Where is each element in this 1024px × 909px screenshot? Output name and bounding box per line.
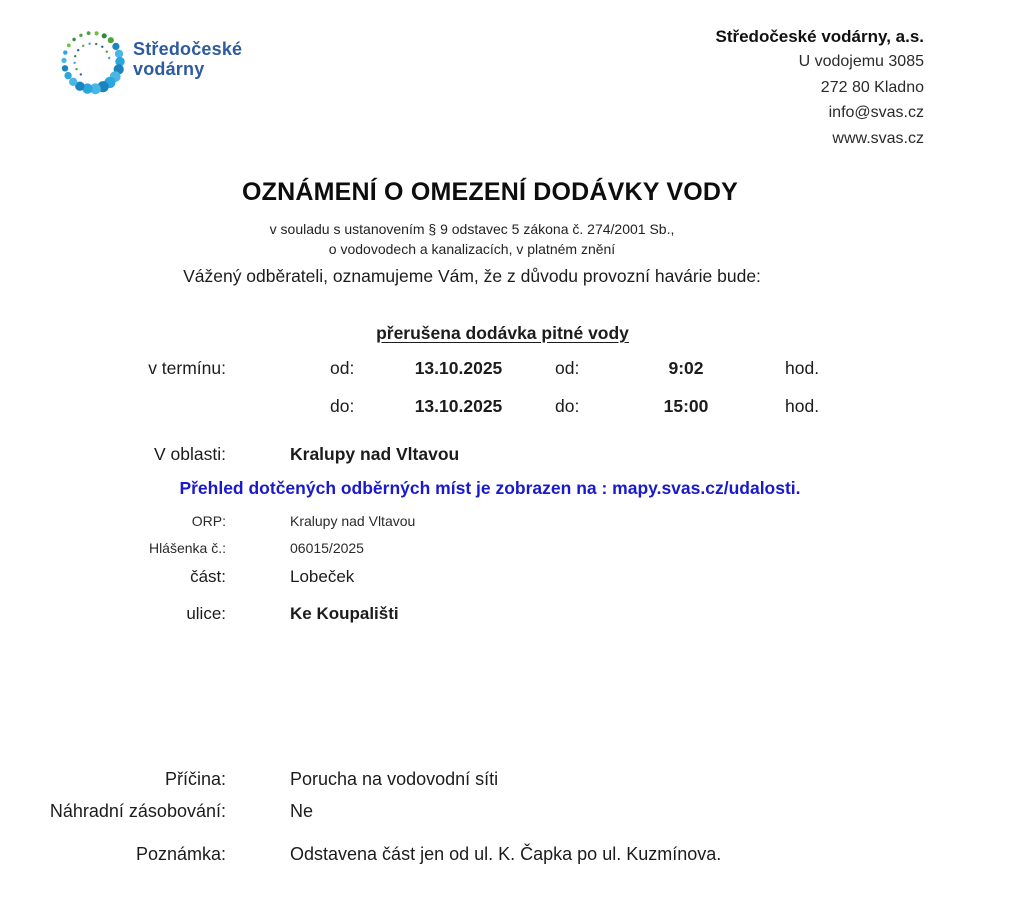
interruption-heading: přerušena dodávka pitné vody (376, 323, 629, 343)
street-label: ulice: (186, 604, 226, 623)
orp-label: ORP: (191, 513, 226, 529)
area-label: V oblasti: (154, 444, 226, 464)
orp-value: Kralupy nad Vltavou (290, 513, 416, 529)
logo-word-line1: Středočeské (133, 39, 243, 59)
detail-row-orp (0, 512, 1024, 530)
report-number-label: Hlášenka č.: (148, 540, 226, 556)
company-email: info@svas.cz (828, 104, 924, 121)
report-number-value: 06015/2025 (290, 540, 364, 556)
area-row (0, 443, 1024, 465)
detail-row-report-number (0, 539, 1024, 557)
water-dots-logo-icon (55, 24, 129, 98)
date-to-label: do: (330, 396, 355, 416)
note-value: Odstavena část jen od ul. K. Čapka po ul. Kuzmínova. (290, 844, 722, 864)
detail-row-street (0, 603, 1024, 625)
company-logo (55, 24, 242, 151)
logo-wordmark (133, 24, 242, 79)
time-from-label: od: (555, 358, 580, 378)
page-title: OZNÁMENÍ O OMEZENÍ DODÁVKY VODY (241, 178, 739, 206)
hours-unit: hod. (785, 396, 820, 416)
time-to-label: do: (555, 396, 580, 416)
greeting-text: Vážený odběrateli, oznamujeme Vám, že z důvodu provozní havárie bude: (183, 266, 761, 286)
legal-subtitle-line1: v souladu s ustanovením § 9 odstavec 5 zákona č. 274/2001 Sb., (269, 221, 675, 237)
company-website: www.svas.cz (832, 129, 924, 147)
time-from-value: 9:02 (668, 358, 704, 378)
date-to-value: 13.10.2025 (414, 396, 503, 416)
district-value: Lobeček (290, 567, 355, 586)
legal-subtitle-line2: o vodovodech a kanalizacích, v platném znění (328, 241, 616, 257)
address-street: U vodojemu 3085 (798, 53, 924, 70)
detail-row-district (0, 566, 1024, 588)
term-row-to (0, 395, 1024, 417)
company-address-block (715, 24, 924, 151)
map-link-notice[interactable]: Přehled dotčených odběrných míst je zobrazen na : mapy.svas.cz/udalosti. (179, 478, 801, 498)
substitute-supply-value: Ne (290, 801, 314, 821)
substitute-supply-label: Náhradní zásobování: (49, 801, 226, 821)
substitute-supply-row (0, 799, 1024, 823)
date-from-value: 13.10.2025 (414, 358, 503, 378)
area-value: Kralupy nad Vltavou (290, 444, 460, 464)
address-city: 272 80 Kladno (820, 78, 924, 96)
legal-subtitle (0, 219, 1024, 259)
cause-row (0, 767, 1024, 791)
date-from-label: od: (330, 358, 355, 378)
district-label: část: (190, 567, 226, 586)
logo-word-line2: vodárny (133, 59, 205, 79)
company-name: Středočeské vodárny, a.s. (715, 27, 924, 46)
street-value: Ke Koupališti (290, 604, 399, 623)
term-label: v termínu: (148, 358, 226, 378)
time-to-value: 15:00 (663, 396, 709, 416)
note-row (0, 842, 1024, 866)
term-row-from (0, 357, 1024, 379)
note-label: Poznámka: (135, 844, 226, 864)
document-header (0, 0, 1024, 151)
hours-unit: hod. (785, 358, 820, 378)
cause-label: Příčina: (164, 769, 226, 789)
cause-value: Porucha na vodovodní síti (290, 769, 499, 789)
